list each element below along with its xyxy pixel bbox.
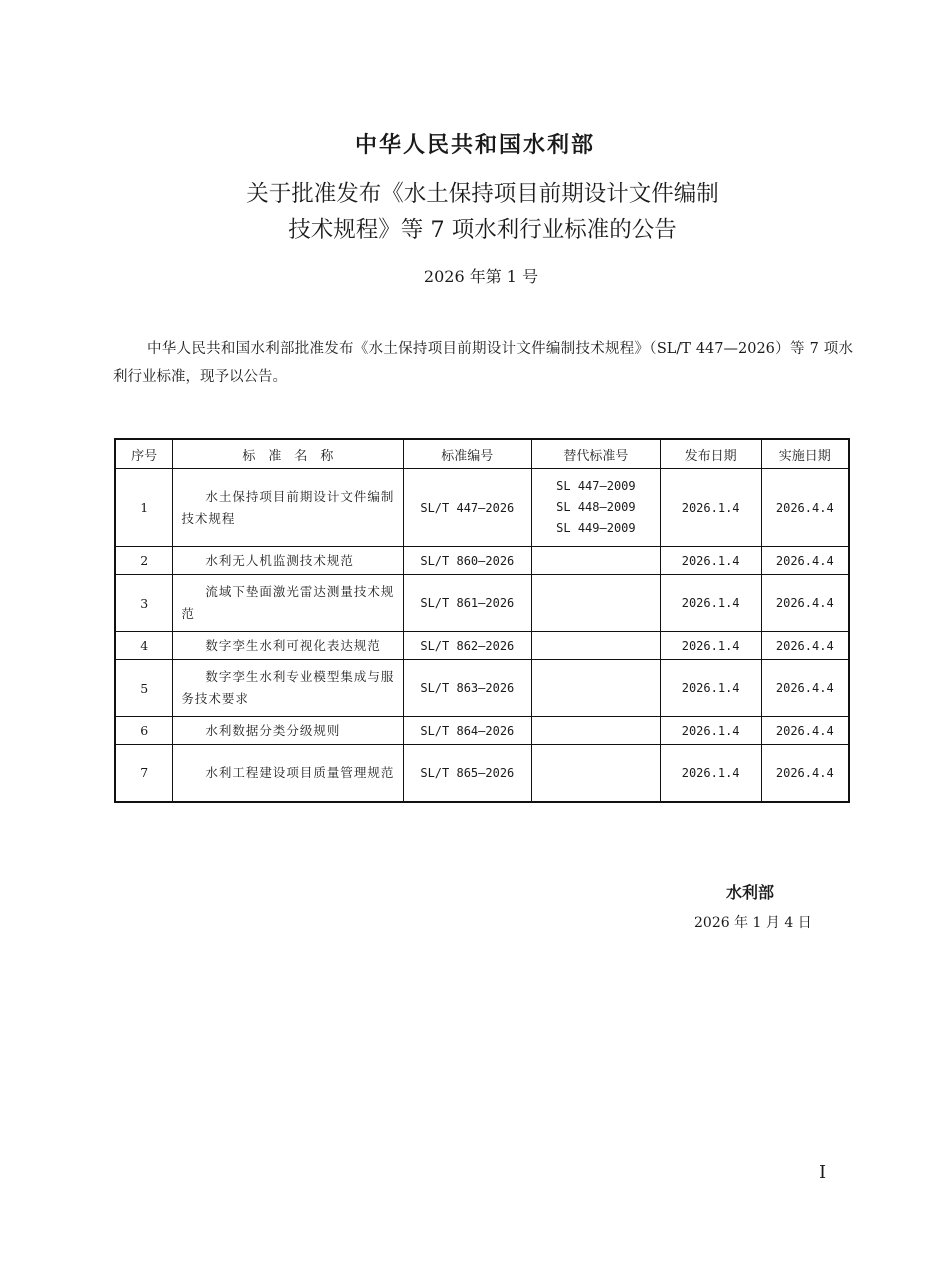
intro-paragraph: 中华人民共和国水利部批准发布《水土保持项目前期设计文件编制技术规程》（SL/T 447—2026）等 7 项水利行业标准，现予以公告。	[113, 341, 853, 385]
row-name: 水利数据分类分级规则	[173, 717, 403, 745]
title-line-1: 关于批准发布《水土保持项目前期设计文件编制	[246, 181, 719, 207]
table-row	[115, 660, 849, 717]
table-row	[115, 547, 849, 575]
row-effective: 2026.4.4	[761, 547, 849, 575]
row-effective: 2026.4.4	[761, 745, 849, 802]
row-no: 1	[115, 469, 173, 547]
row-name: 水土保持项目前期设计文件编制技术规程	[173, 469, 403, 547]
row-no: 6	[115, 717, 173, 745]
row-name: 数字孪生水利可视化表达规范	[173, 632, 403, 660]
row-effective: 2026.4.4	[761, 717, 849, 745]
header-name: 标 准 名 称	[173, 439, 403, 469]
table-row	[115, 632, 849, 660]
row-published: 2026.1.4	[660, 660, 761, 717]
row-replaces	[532, 575, 661, 632]
signature-org: 水利部	[726, 883, 775, 902]
title-line-2: 技术规程》等 7 项水利行业标准的公告	[288, 217, 677, 243]
row-no: 7	[115, 745, 173, 802]
row-effective: 2026.4.4	[761, 575, 849, 632]
replaced-standard: SL 449—2009	[556, 521, 636, 535]
row-replaces	[532, 660, 661, 717]
table-row	[115, 469, 849, 547]
page-number: I	[819, 1162, 827, 1183]
row-code: SL/T 864—2026	[403, 717, 532, 745]
row-published: 2026.1.4	[660, 717, 761, 745]
row-code: SL/T 447—2026	[403, 469, 532, 547]
row-replaces	[532, 469, 661, 547]
row-name: 水利无人机监测技术规范	[173, 547, 403, 575]
row-code: SL/T 865—2026	[403, 745, 532, 802]
row-replaces	[532, 717, 661, 745]
table-row	[115, 745, 849, 802]
row-no: 5	[115, 660, 173, 717]
row-effective: 2026.4.4	[761, 660, 849, 717]
row-effective: 2026.4.4	[761, 632, 849, 660]
row-published: 2026.1.4	[660, 547, 761, 575]
replaced-standard: SL 448—2009	[556, 500, 636, 514]
row-published: 2026.1.4	[660, 745, 761, 802]
row-code: SL/T 861—2026	[403, 575, 532, 632]
row-name: 水利工程建设项目质量管理规范	[173, 745, 403, 802]
row-no: 4	[115, 632, 173, 660]
issuer-heading: 中华人民共和国水利部	[354, 132, 595, 158]
header-published: 发布日期	[660, 439, 761, 469]
replaced-standard: SL 447—2009	[556, 479, 636, 493]
header-replaces: 替代标准号	[532, 439, 661, 469]
row-code: SL/T 863—2026	[403, 660, 532, 717]
row-published: 2026.1.4	[660, 575, 761, 632]
row-published: 2026.1.4	[660, 469, 761, 547]
table-row	[115, 717, 849, 745]
row-effective: 2026.4.4	[761, 469, 849, 547]
standards-table	[114, 438, 850, 803]
row-name: 流域下垫面激光雷达测量技术规范	[173, 575, 403, 632]
row-name: 数字孪生水利专业模型集成与服务技术要求	[173, 660, 403, 717]
table-header-row	[115, 439, 849, 469]
signature-date: 2026 年 1 月 4 日	[694, 915, 812, 931]
header-code: 标准编号	[403, 439, 532, 469]
row-replaces	[532, 745, 661, 802]
row-no: 3	[115, 575, 173, 632]
row-code: SL/T 862—2026	[403, 632, 532, 660]
header-effective: 实施日期	[761, 439, 849, 469]
row-code: SL/T 860—2026	[403, 547, 532, 575]
row-no: 2	[115, 547, 173, 575]
table-row	[115, 575, 849, 632]
announcement-title	[0, 176, 950, 248]
header-no: 序号	[115, 439, 173, 469]
row-replaces	[532, 632, 661, 660]
document-number: 2026 年第 1 号	[423, 267, 539, 286]
row-replaces	[532, 547, 661, 575]
row-published: 2026.1.4	[660, 632, 761, 660]
